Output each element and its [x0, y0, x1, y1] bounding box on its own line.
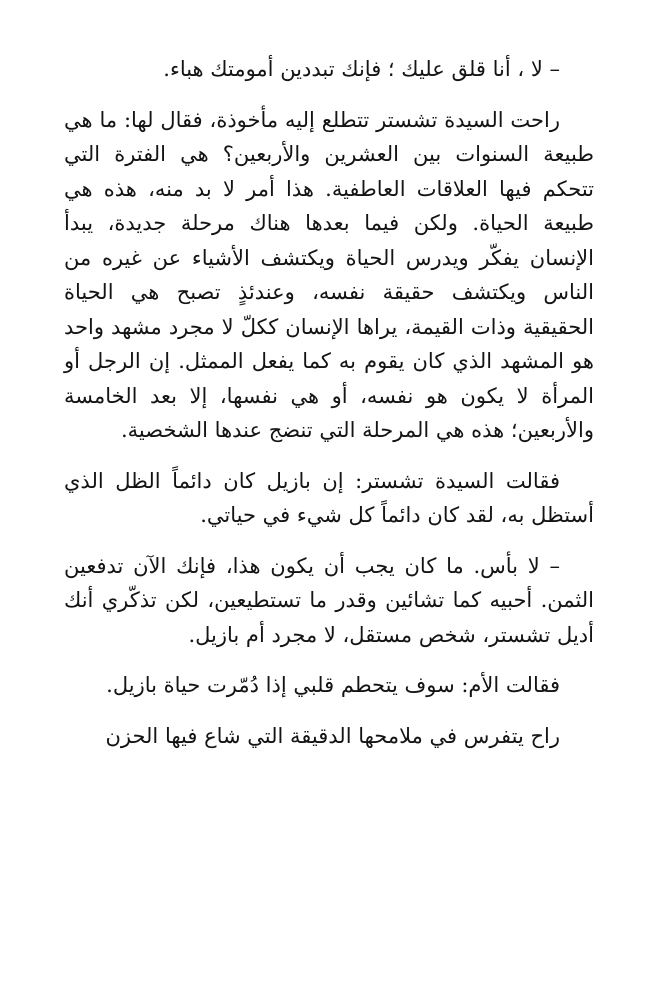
paragraph-3: فقالت السيدة تشستر: إن بازيل كان دائماً الظل الذي أستظل به، لقد كان دائماً كل شيء في حياتي. — [64, 468, 594, 527]
paragraph-4: – لا بأس. ما كان يجب أن يكون هذا، فإنك الآن تدفعين الثمن. أحبيه كما تشائين وقدر ما تستطيعين، لكن تذكّري أنك أديل تشستر، شخص مستقل، لا مجرد أم بازيل. — [64, 553, 594, 647]
book-page — [64, 52, 594, 769]
paragraph-6: راح يتفرس في ملامحها الدقيقة التي شاع فيها الحزن — [105, 723, 560, 748]
paragraph-5: فقالت الأم: سوف يتحطم قلبي إذا دُمّرت حياة بازيل. — [106, 673, 560, 697]
paragraph-2: راحت السيدة تشستر تتطلع إليه مأخوذة، فقال لها: ما هي طبيعة السنوات بين العشرين والأربعين؟ هي الفترة التي تتحكم فيها العلاقات العاطفية. هذا أمر لا بد منه، هذه هي طبيعة الحياة. ولكن فيما بعدها هناك مرحلة جديدة، يبدأ الإنسان يفكّر ويدرس الحياة ويكتشف الأشياء عن غيره من الناس ويكتشف حقيقة نفسه، وعندئذٍ تصبح هي الحياة الحقيقية وذات القيمة، يراها الإنسان ككلّ لا مجرد مشهد واحد هو المشهد الذي كان يقوم به كما يفعل الممثل. إن الرجل أو المرأة لا يكون هو نفسه، أو هي نفسها، إلا بعد الخامسة والأربعين؛ هذه هي المرحلة التي تنضج عندها الشخصية. — [64, 107, 594, 442]
paragraph-1: – لا ، أنا قلق عليك ؛ فإنك تبددين أمومتك هباء. — [163, 57, 560, 81]
